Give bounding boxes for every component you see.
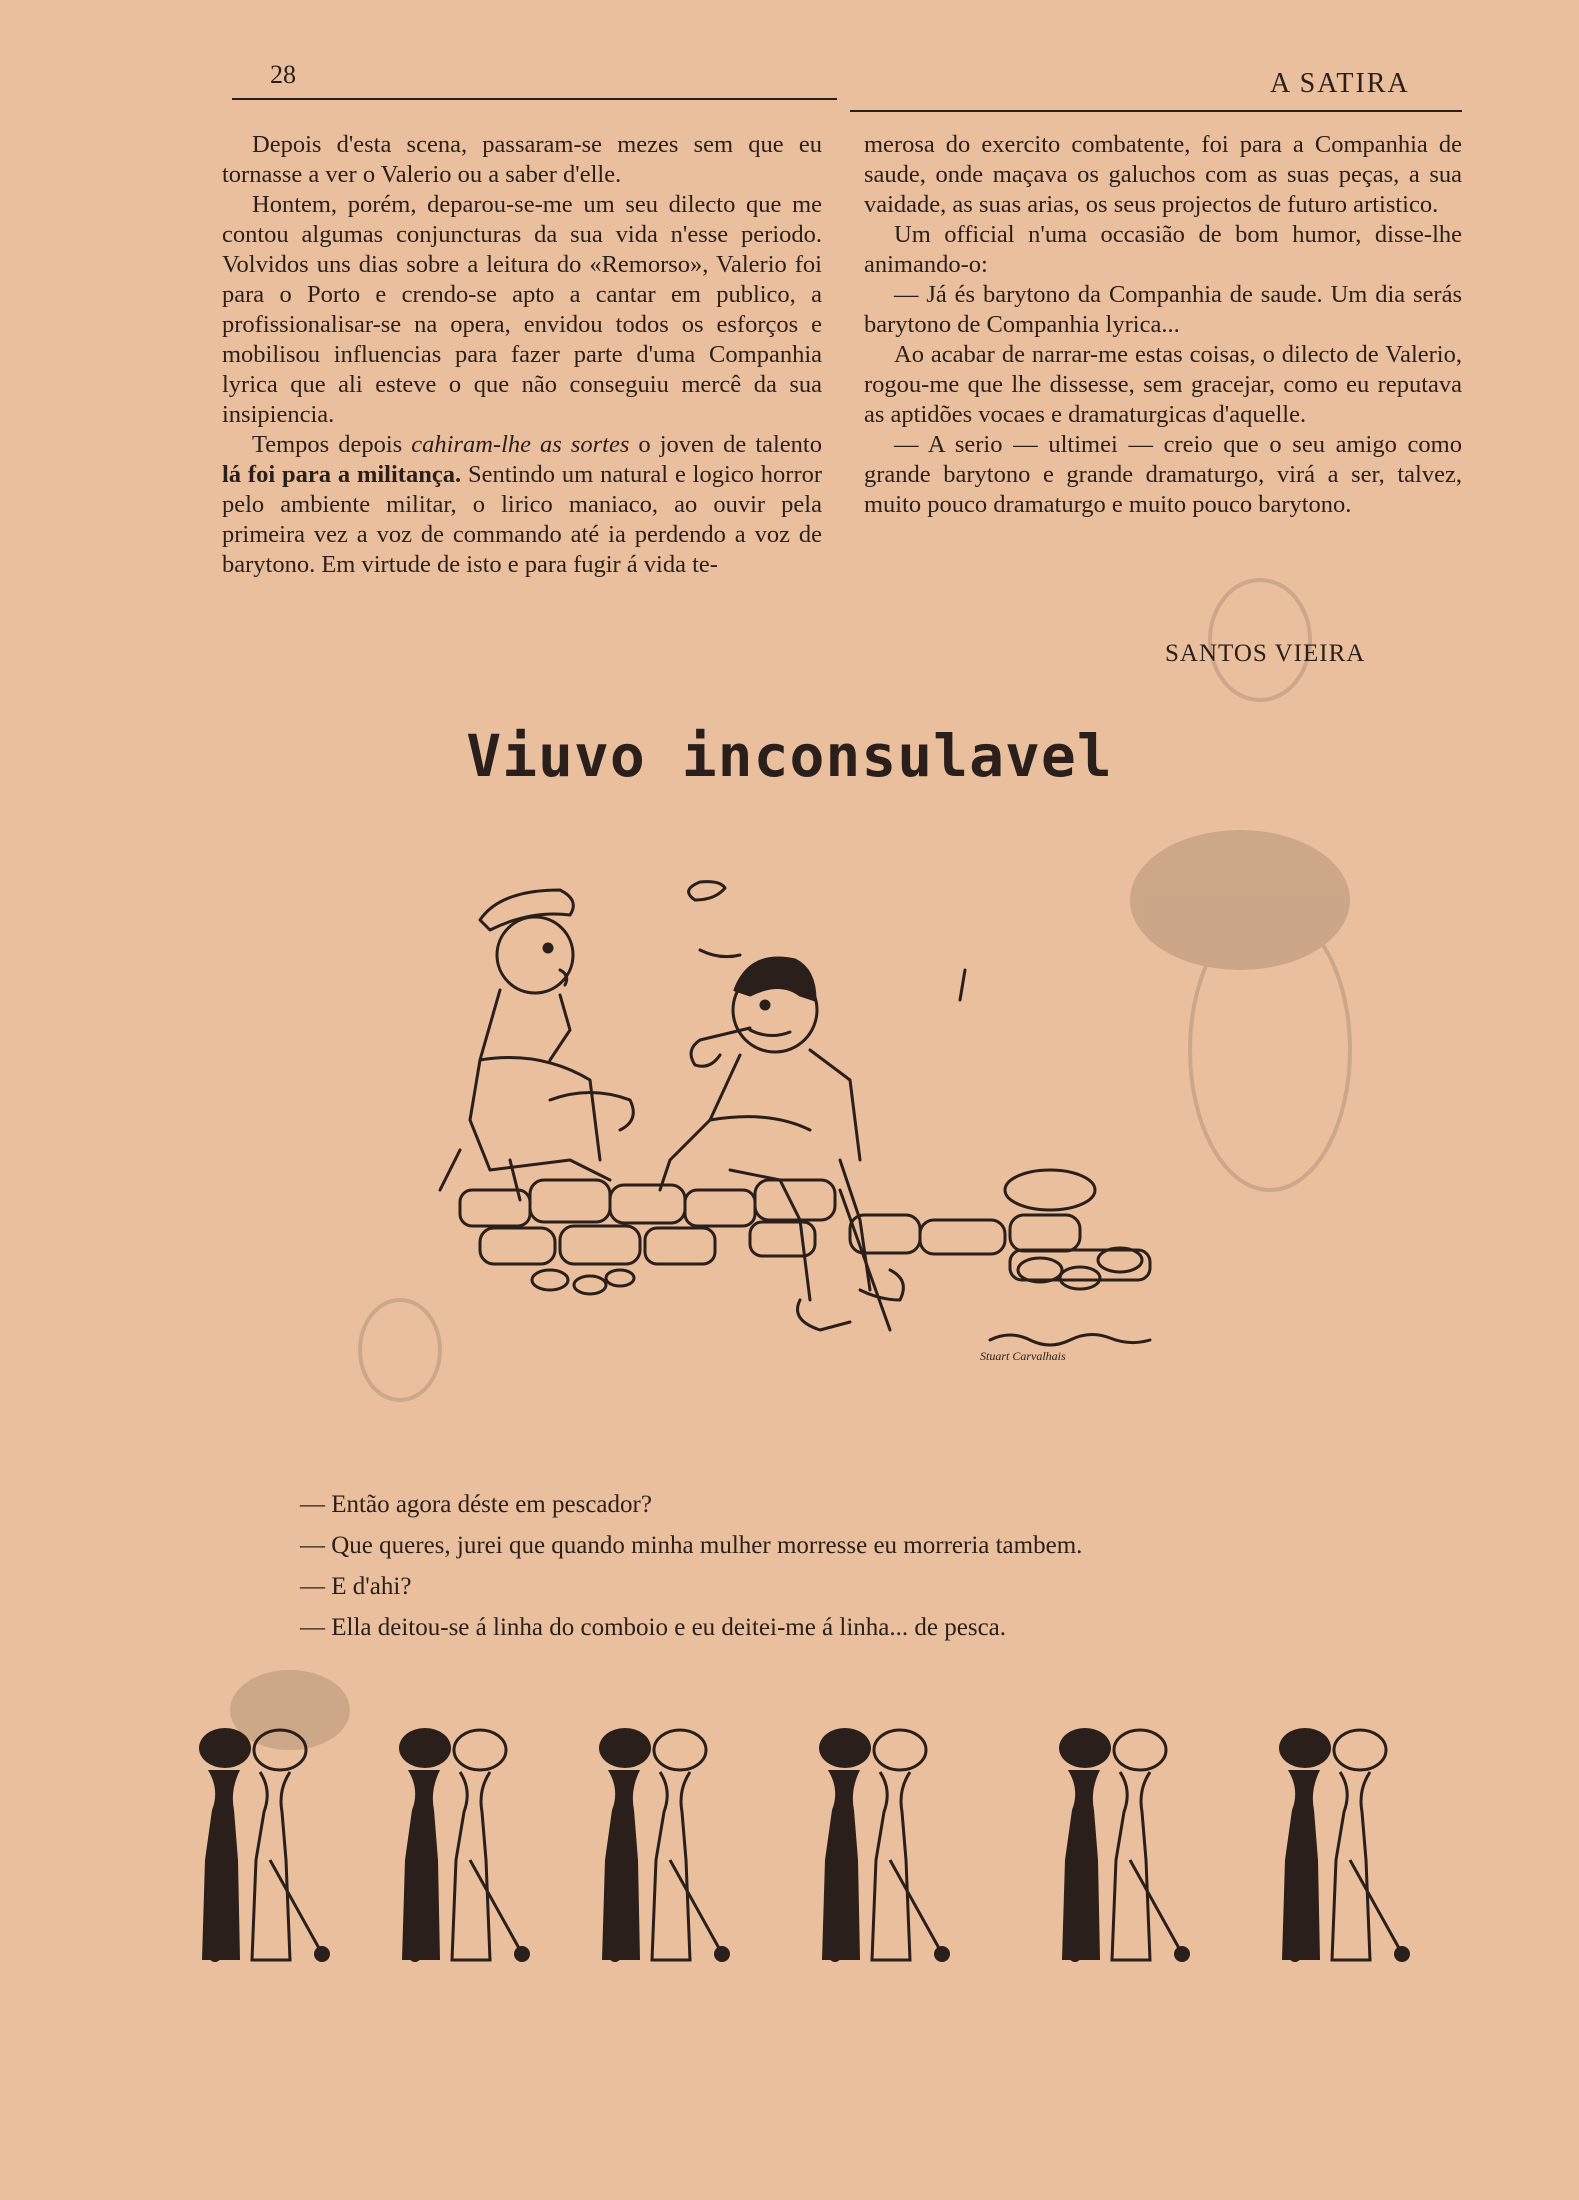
dialogue-line: — Que queres, jurei que quando minha mulher morresse eu morreria tambem.	[300, 1532, 1083, 1559]
paragraph: Ao acabar de narrar-me estas coisas, o dilecto de Valerio, rogou-me que lhe dissesse, sem gracejar, como eu reputava as aptidões vocaes e dramaturgicas d'aquelle.	[864, 341, 1462, 428]
paragraph	[222, 430, 822, 580]
couple-figure	[199, 1728, 330, 1962]
couple-figure	[399, 1728, 530, 1962]
paragraph: — A serio — ultimei — creio que o seu amigo como grande barytono e grande dramaturgo, virá a ser, talvez, muito pouco dramaturgo e muito pouco barytono.	[864, 431, 1462, 518]
bold-phrase: lá foi para a militança.	[222, 461, 462, 488]
cartoon-title: Viuvo inconsulavel	[466, 722, 1113, 790]
couple-figure	[819, 1728, 950, 1962]
dialogue-line: — Então agora déste em pescador?	[300, 1491, 652, 1518]
text-run: Tempos depois	[252, 431, 403, 458]
friend-figure	[440, 890, 633, 1200]
decorative-border	[190, 1720, 1490, 2020]
paragraph: Depois d'esta scena, passaram-se mezes sem que eu tornasse a ver o Valerio ou a saber d'elle.	[222, 131, 822, 188]
header-rule-right	[850, 110, 1462, 112]
dialogue-line: — Ella deitou-se á linha do comboio e eu deitei-me á linha... de pesca.	[300, 1614, 1007, 1641]
paragraph: Um official n'uma occasião de bom humor, disse-lhe animando-o:	[864, 221, 1462, 278]
paragraph: Hontem, porém, deparou-se-me um seu dilecto que me contou algumas conjuncturas da sua vida n'esse periodo. Volvidos uns dias sobre a leitura do «Remorso», Valerio foi para o Porto e crendo-se apto a cantar em publico, a profissionalisar-se na opera, envidou todos os esforços e mobilisou influencias para fazer parte d'uma Companhia lyrica que ali esteve o que não conseguiu mercê da sua insipiencia.	[222, 191, 822, 428]
author-signature: SANTOS VIEIRA	[1165, 640, 1366, 667]
page-number: 28	[270, 60, 296, 89]
article-right-column	[864, 130, 1462, 520]
couple-figure	[1059, 1728, 1190, 1962]
paragraph: — Já és barytono da Companhia de saude. Um dia serás barytono de Companhia lyrica...	[864, 281, 1462, 338]
stone-wall	[460, 1170, 1150, 1294]
text-run: Sentindo um natural e logico horror pelo ambiente militar, o lirico maniaco, ao ouvir pela primeira vez a voz de commando até ia perdendo a voz de barytono. Em virtude de isto e para fugir á vida te-	[222, 461, 823, 578]
text-run: o joven de talento	[638, 431, 822, 458]
paragraph: merosa do exercito combatente, foi para a Companhia de saude, onde maçava os galuchos com as suas peças, a sua vaidade, as suas arias, os seus projectos de futuro artistico.	[864, 131, 1462, 218]
couple-figure	[1279, 1728, 1410, 1962]
artist-signature: Stuart Carvalhais	[980, 1349, 1066, 1363]
couple-figure	[599, 1728, 730, 1962]
italic-phrase: cahiram-lhe as sortes	[411, 431, 630, 458]
cartoon-illustration	[420, 860, 1220, 1420]
cartoon-dialogue	[300, 1484, 1082, 1648]
artist-signature-mark	[990, 1334, 1150, 1345]
dialogue-line: — E d'ahi?	[300, 1573, 412, 1600]
article-left-column	[222, 130, 822, 580]
header-rule-left	[232, 98, 837, 100]
magazine-title: A SATIRA	[1270, 68, 1410, 99]
